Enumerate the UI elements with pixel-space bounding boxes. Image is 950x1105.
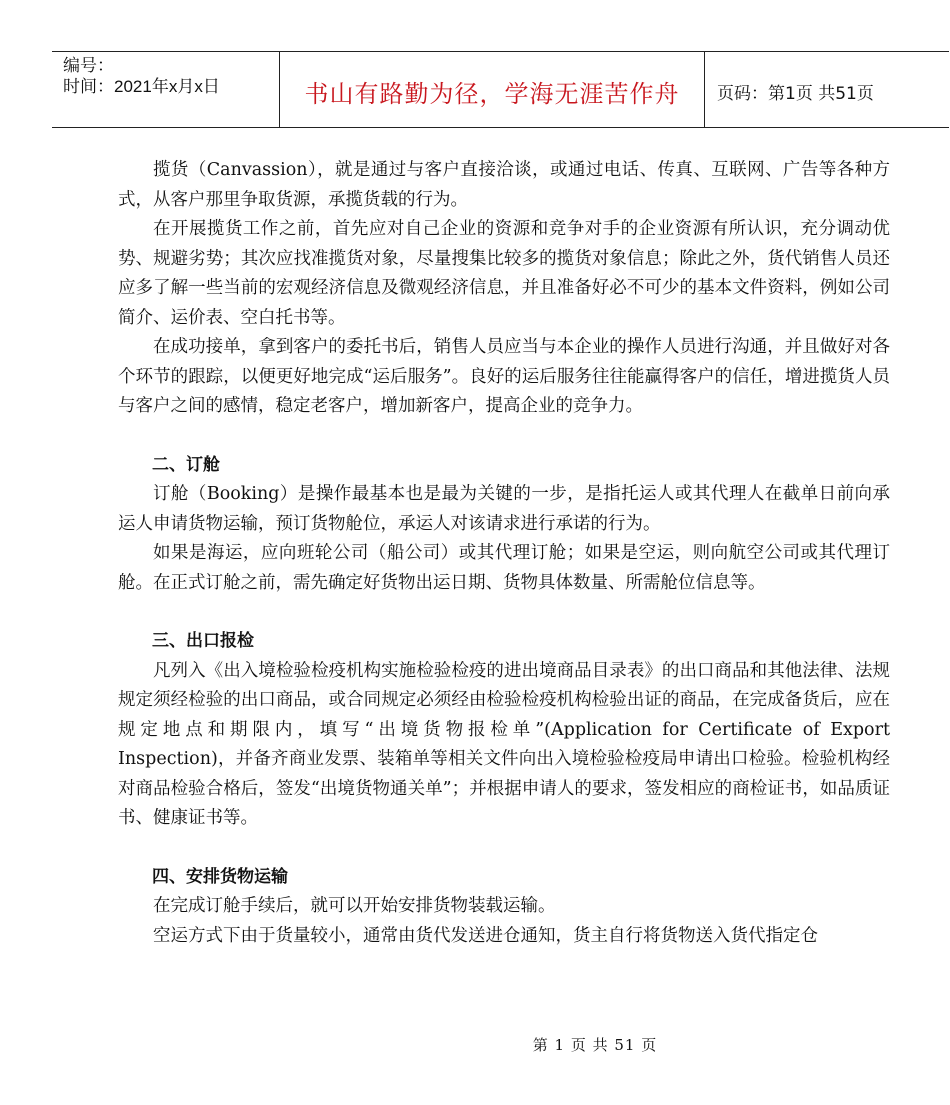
paragraph: 在完成订舱手续后，就可以开始安排货物装载运输。 [153,896,556,916]
paragraph: 在开展揽货工作之前，首先应对自己企业的资源和竞争对手的企业资源有所认识，充分调动优势、规避劣势；其次应找准揽货对象，尽量搜集比较多的揽货对象信息；除此之外，货代销售人员还应多了解一些当前的宏观经济信息及微观经济信息，并且准备好必不可少的基本文件资料，例如公司简介、运价表、空白托书等。 [118,219,890,328]
paragraph: 如果是海运，应向班轮公司（船公司）或其代理订舱；如果是空运，则向航空公司或其代理订舱。在正式订舱之前，需先确定好货物出运日期、货物具体数量、所需舱位信息等。 [118,543,890,593]
paragraph: 订舱（Booking）是操作最基本也是最为关键的一步，是指托运人或其代理人在截单日前向承运人申请货物运输，预订货物舱位，承运人对该请求进行承诺的行为。 [118,484,890,534]
header-meta [52,52,280,127]
paragraph: 凡列入《出入境检验检疫机构实施检验检疫的进出境商品目录表》的出口商品和其他法律、法规规定须经检验的出口商品，或合同规定必须经由检验检疫机构检验出证的商品，在完成备货后，应在规定地点和期限内，填写“出境货物报检单”(Application for Certificate of Export Inspection)，并备齐商业发票、装箱单等相关文件向出入境检验检疫局申请出口检验。检验机构经对商品检验合格后，签发“出境货物通关单”；并根据申请人的要求，签发相应的商检证书，如品质证书、健康证书等。 [118,660,890,828]
paragraph: 空运方式下由于货量较小，通常由货代发送进仓通知，货主自行将货物送入货代指定仓 [153,925,818,946]
section-heading: 三、出口报检 [152,631,254,651]
header-page-info: 页码：第1页 共51页 [717,84,874,104]
paragraph: 揽货（Canvassion），就是通过与客户直接洽谈，或通过电话、传真、互联网、广告等各种方式，从客户那里争取货源，承揽货载的行为。 [118,160,890,210]
document-body [118,156,890,951]
page-footer [0,1034,950,1055]
header-motto: 书山有路勤为径，学海无涯苦作舟 [280,52,705,127]
time-label: 时间：2021年x月x日 [63,77,220,96]
section-heading: 二、订舱 [152,454,220,475]
page-header [52,51,949,128]
paragraph: 在成功接单，拿到客户的委托书后，销售人员应当与本企业的操作人员进行沟通，并且做好对各个环节的跟踪，以便更好地完成“运后服务”。良好的运后服务往往能赢得客户的信任，增进揽货人员与客户之间的感情，稳定老客户，增加新客户，提高企业的竞争力。 [118,337,890,416]
section-heading: 四、安排货物运输 [152,866,288,887]
number-label: 编号： [63,56,114,75]
footer-page-number: 第 1 页 共 51 页 [532,1036,658,1054]
